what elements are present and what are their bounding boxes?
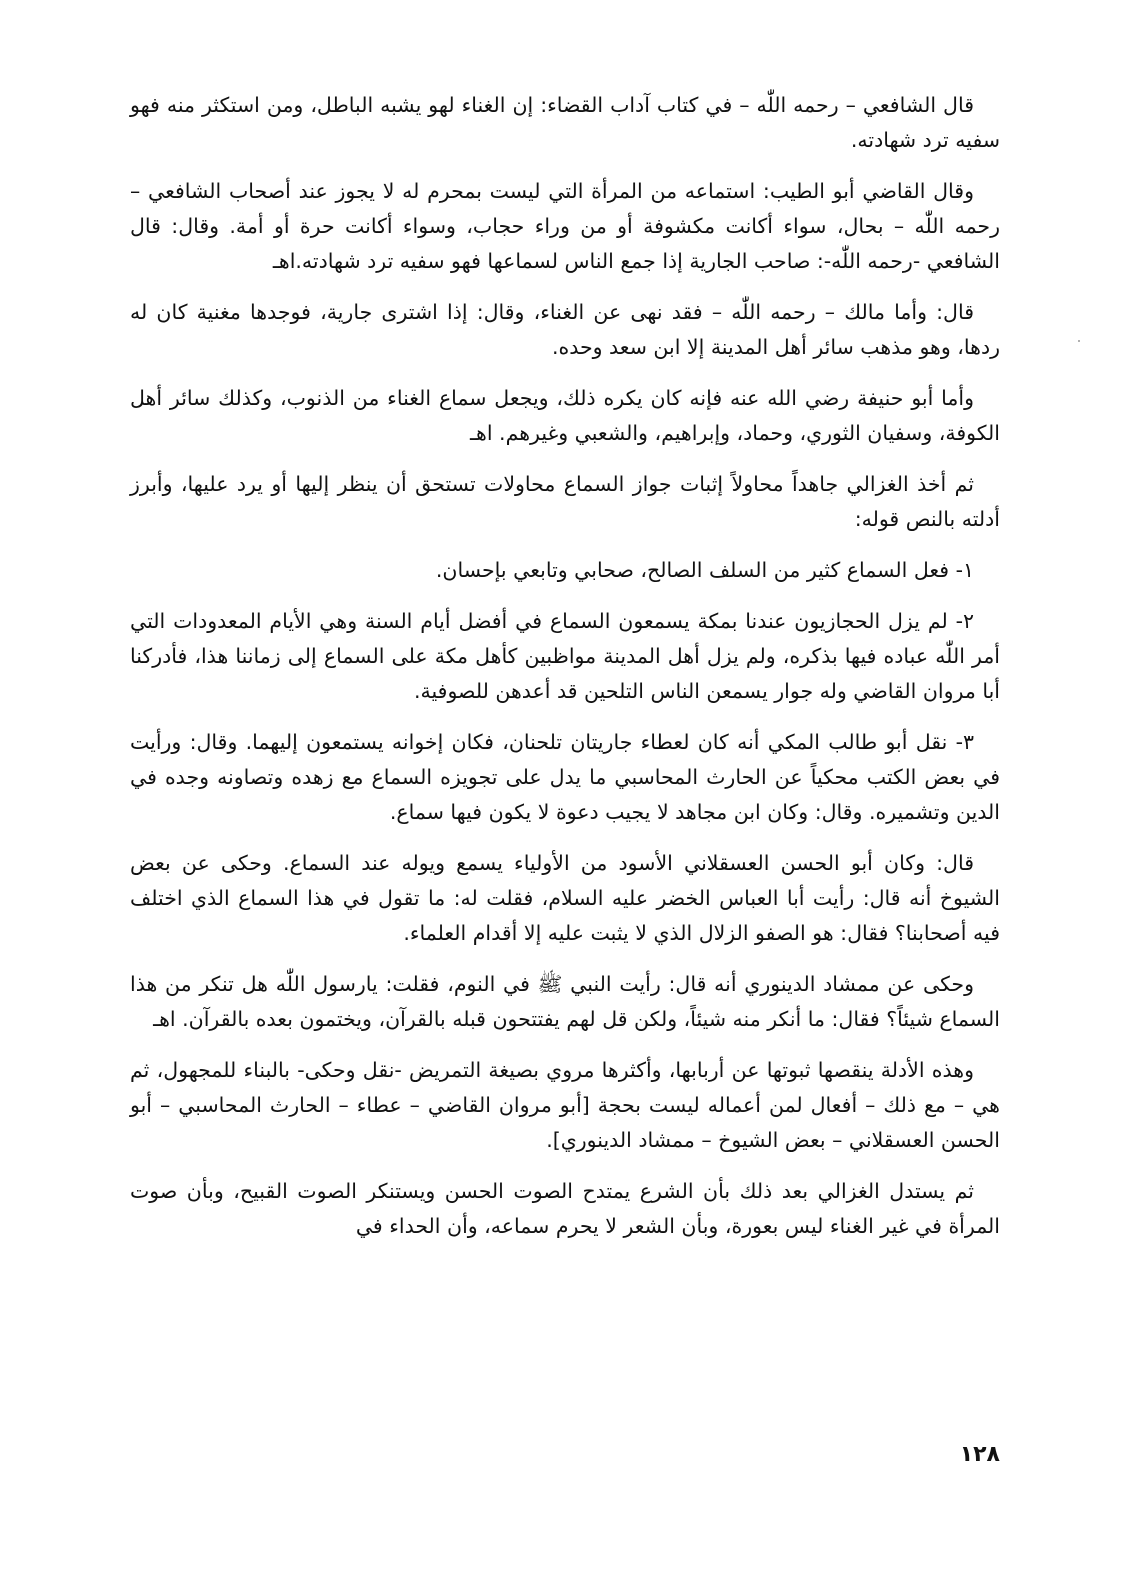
scan-speck <box>1078 340 1080 342</box>
page-number: ١٢٨ <box>959 1442 1000 1467</box>
paragraph-asqalani: قال: وكان أبو الحسن العسقلاني الأسود من الأولياء يسمع ويوله عند السماع. وحكى عن بعض الشيوخ أنه قال: رأيت أبا العباس الخضر عليه السلام، فقلت له: ما تقول في هذا السماع الذي اختلف فيه أصحابنا؟ فقال: هو الصفو الزلال الذي لا يثبت عليه إلا أقدام العلماء. <box>130 851 1000 945</box>
paragraph-mimshad: وحكى عن ممشاد الدينوري أنه قال: رأيت النبي ﷺ في النوم، فقلت: يارسول اللّٰه هل تنكر من هذا السماع شيئاً؟ فقال: ما أنكر منه شيئاً، ولكن قل لهم يفتتحون قبله بالقرآن، ويختمون بعده بالقرآن. اهـ <box>130 972 1000 1031</box>
paragraph-evidence-1: ١- فعل السماع كثير من السلف الصالح، صحابي وتابعي بإحسان. <box>435 558 974 582</box>
paragraph-abu-tayyib: وقال القاضي أبو الطيب: استماعه من المرأة التي ليست بمحرم له لا يجوز عند أصحاب الشافعي – رحمه اللّٰه – بحال، سواء أكانت مكشوفة أو من وراء حجاب، وسواء أكانت حرة أو أمة. وقال: قال الشافعي -رحمه اللّٰه-: صاحب الجارية إذا جمع الناس لسماعها فهو سفيه ترد شهادته.اهـ <box>130 179 1000 273</box>
paragraph-malik: قال: وأما مالك – رحمه اللّٰه – فقد نهى عن الغناء، وقال: إذا اشترى جارية، فوجدها مغنية كان له ردها، وهو مذهب سائر أهل المدينة إلا ابن سعد وحده. <box>130 300 1000 359</box>
paragraph-ghazali-argument: ثم يستدل الغزالي بعد ذلك بأن الشرع يمتدح الصوت الحسن ويستنكر الصوت القبيح، وبأن صوت المرأة في غير الغناء ليس بعورة، وبأن الشعر لا يحرم سماعه، وأن الحداء في <box>130 1179 1000 1238</box>
paragraph-critique: وهذه الأدلة ينقصها ثبوتها عن أربابها، وأكثرها مروي بصيغة التمريض -نقل وحكى- بالبناء للمجهول، ثم هي – مع ذلك – أفعال لمن أعماله ليست بحجة [أبو مروان القاضي – عطاء – الحارث المحاسبي – أبو الحسن العسقلاني – بعض الشيوخ – ممشاد الدينوري]. <box>130 1058 1000 1152</box>
paragraph-shafii-quote: قال الشافعي – رحمه اللّٰه – في كتاب آداب القضاء: إن الغناء لهو يشبه الباطل، ومن استكثر منه فهو سفيه ترد شهادته. <box>130 93 1000 152</box>
paragraph-evidence-3: ٣- نقل أبو طالب المكي أنه كان لعطاء جاريتان تلحنان، فكان إخوانه يستمعون إليهما. وقال: ورأيت في بعض الكتب محكياً عن الحارث المحاسبي ما يدل على تجويزه السماع مع زهده وتصاونه وجده في الدين وتشميره. وقال: وكان ابن مجاهد لا يجيب دعوة لا يكون فيها سماع. <box>130 730 1000 824</box>
paragraph-ghazali-intro: ثم أخذ الغزالي جاهداً محاولاً إثبات جواز السماع محاولات تستحق أن ينظر إليها أو يرد عليها، وأبرز أدلته بالنص قوله: <box>130 472 1000 531</box>
paragraph-abu-hanifa: وأما أبو حنيفة رضي الله عنه فإنه كان يكره ذلك، ويجعل سماع الغناء من الذنوب، وكذلك سائر أهل الكوفة، وسفيان الثوري، وحماد، وإبراهيم، والشعبي وغيرهم. اهـ <box>130 386 1000 445</box>
paragraph-evidence-2: ٢- لم يزل الحجازيون عندنا بمكة يسمعون السماع في أفضل أيام السنة وهي الأيام المعدودات التي أمر اللّٰه عباده فيها بذكره، ولم يزل أهل المدينة مواظبين كأهل مكة على السماع إلى زماننا هذا، فأدركنا أبا مروان القاضي وله جوار يسمعن الناس التلحين قد أعدهن للصوفية. <box>130 609 1000 703</box>
document-body <box>130 88 1000 1260</box>
